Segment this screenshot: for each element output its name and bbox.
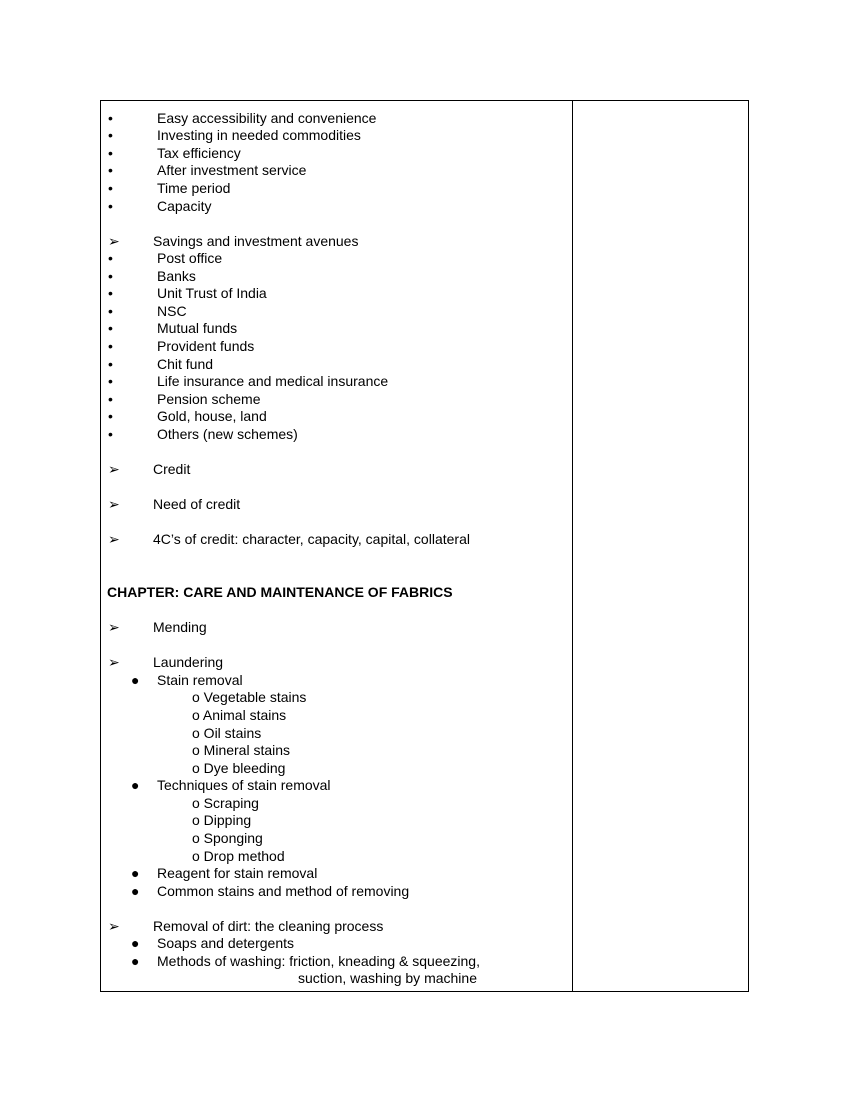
arrow-bullet-icon: ➢ bbox=[108, 654, 120, 670]
bullet-marker: • bbox=[108, 408, 113, 424]
list-item: Easy accessibility and convenience bbox=[157, 110, 377, 126]
list-item: Pension scheme bbox=[157, 391, 261, 407]
bullet-marker: • bbox=[108, 250, 113, 266]
bullet-marker: • bbox=[108, 303, 113, 319]
section-title: Laundering bbox=[153, 654, 224, 670]
dot-bullet-icon: ● bbox=[131, 865, 140, 881]
bullet-marker: • bbox=[108, 127, 113, 143]
arrow-bullet-icon: ➢ bbox=[108, 233, 120, 249]
sub-item: Methods of washing: friction, kneading & squeezing, bbox=[157, 953, 480, 969]
nested-item: o Dipping bbox=[192, 812, 252, 828]
section-title: Removal of dirt: the cleaning process bbox=[153, 918, 384, 934]
nested-item: o Vegetable stains bbox=[192, 689, 307, 705]
nested-item: o Scraping bbox=[192, 795, 259, 811]
sub-item: Techniques of stain removal bbox=[157, 777, 331, 793]
empty-column bbox=[573, 101, 748, 991]
list-item: Gold, house, land bbox=[157, 408, 267, 424]
section-title: 4C’s of credit: character, capacity, capital, collateral bbox=[153, 531, 470, 547]
nested-item: o Mineral stains bbox=[192, 742, 291, 758]
nested-item: o Oil stains bbox=[192, 725, 262, 741]
section-title: Need of credit bbox=[153, 496, 241, 512]
section-title: Mending bbox=[153, 619, 207, 635]
sub-item: Stain removal bbox=[157, 672, 243, 688]
dot-bullet-icon: ● bbox=[131, 883, 140, 899]
bullet-marker: • bbox=[108, 320, 113, 336]
list-item: Provident funds bbox=[157, 338, 255, 354]
bullet-marker: • bbox=[108, 198, 113, 214]
list-item: Tax efficiency bbox=[157, 145, 241, 161]
sub-item-continuation: suction, washing by machine bbox=[298, 970, 477, 986]
bullet-marker: • bbox=[108, 110, 113, 126]
content-column bbox=[101, 101, 572, 991]
dot-bullet-icon: ● bbox=[131, 777, 140, 793]
dot-bullet-icon: ● bbox=[131, 953, 140, 969]
list-item: Others (new schemes) bbox=[157, 426, 298, 442]
list-item: Time period bbox=[157, 180, 231, 196]
list-item: Chit fund bbox=[157, 356, 214, 372]
dot-bullet-icon: ● bbox=[131, 672, 140, 688]
nested-item: o Drop method bbox=[192, 848, 285, 864]
bullet-marker: • bbox=[108, 356, 113, 372]
arrow-bullet-icon: ➢ bbox=[108, 531, 120, 547]
list-item: Capacity bbox=[157, 198, 212, 214]
bullet-marker: • bbox=[108, 180, 113, 196]
bullet-marker: • bbox=[108, 145, 113, 161]
dot-bullet-icon: ● bbox=[131, 935, 140, 951]
list-item: Banks bbox=[157, 268, 196, 284]
sub-item: Common stains and method of removing bbox=[157, 883, 410, 899]
section-title: Credit bbox=[153, 461, 191, 477]
list-item: After investment service bbox=[157, 162, 307, 178]
bullet-marker: • bbox=[108, 285, 113, 301]
bullet-marker: • bbox=[108, 426, 113, 442]
list-item: Post office bbox=[157, 250, 223, 266]
section-title: Savings and investment avenues bbox=[153, 233, 359, 249]
chapter-heading: CHAPTER: CARE AND MAINTENANCE OF FABRICS bbox=[107, 584, 453, 600]
nested-item: o Sponging bbox=[192, 830, 263, 846]
nested-item: o Dye bleeding bbox=[192, 760, 286, 776]
sub-item: Soaps and detergents bbox=[157, 935, 294, 951]
bullet-marker: • bbox=[108, 268, 113, 284]
arrow-bullet-icon: ➢ bbox=[108, 461, 120, 477]
arrow-bullet-icon: ➢ bbox=[108, 918, 120, 934]
arrow-bullet-icon: ➢ bbox=[108, 496, 120, 512]
syllabus-table bbox=[100, 100, 749, 992]
bullet-marker: • bbox=[108, 373, 113, 389]
list-item: Unit Trust of India bbox=[157, 285, 267, 301]
bullet-marker: • bbox=[108, 338, 113, 354]
list-item: Investing in needed commodities bbox=[157, 127, 361, 143]
list-item: NSC bbox=[157, 303, 187, 319]
arrow-bullet-icon: ➢ bbox=[108, 619, 120, 635]
sub-item: Reagent for stain removal bbox=[157, 865, 318, 881]
bullet-marker: • bbox=[108, 162, 113, 178]
nested-item: o Animal stains bbox=[192, 707, 287, 723]
list-item: Mutual funds bbox=[157, 320, 238, 336]
list-item: Life insurance and medical insurance bbox=[157, 373, 389, 389]
bullet-marker: • bbox=[108, 391, 113, 407]
